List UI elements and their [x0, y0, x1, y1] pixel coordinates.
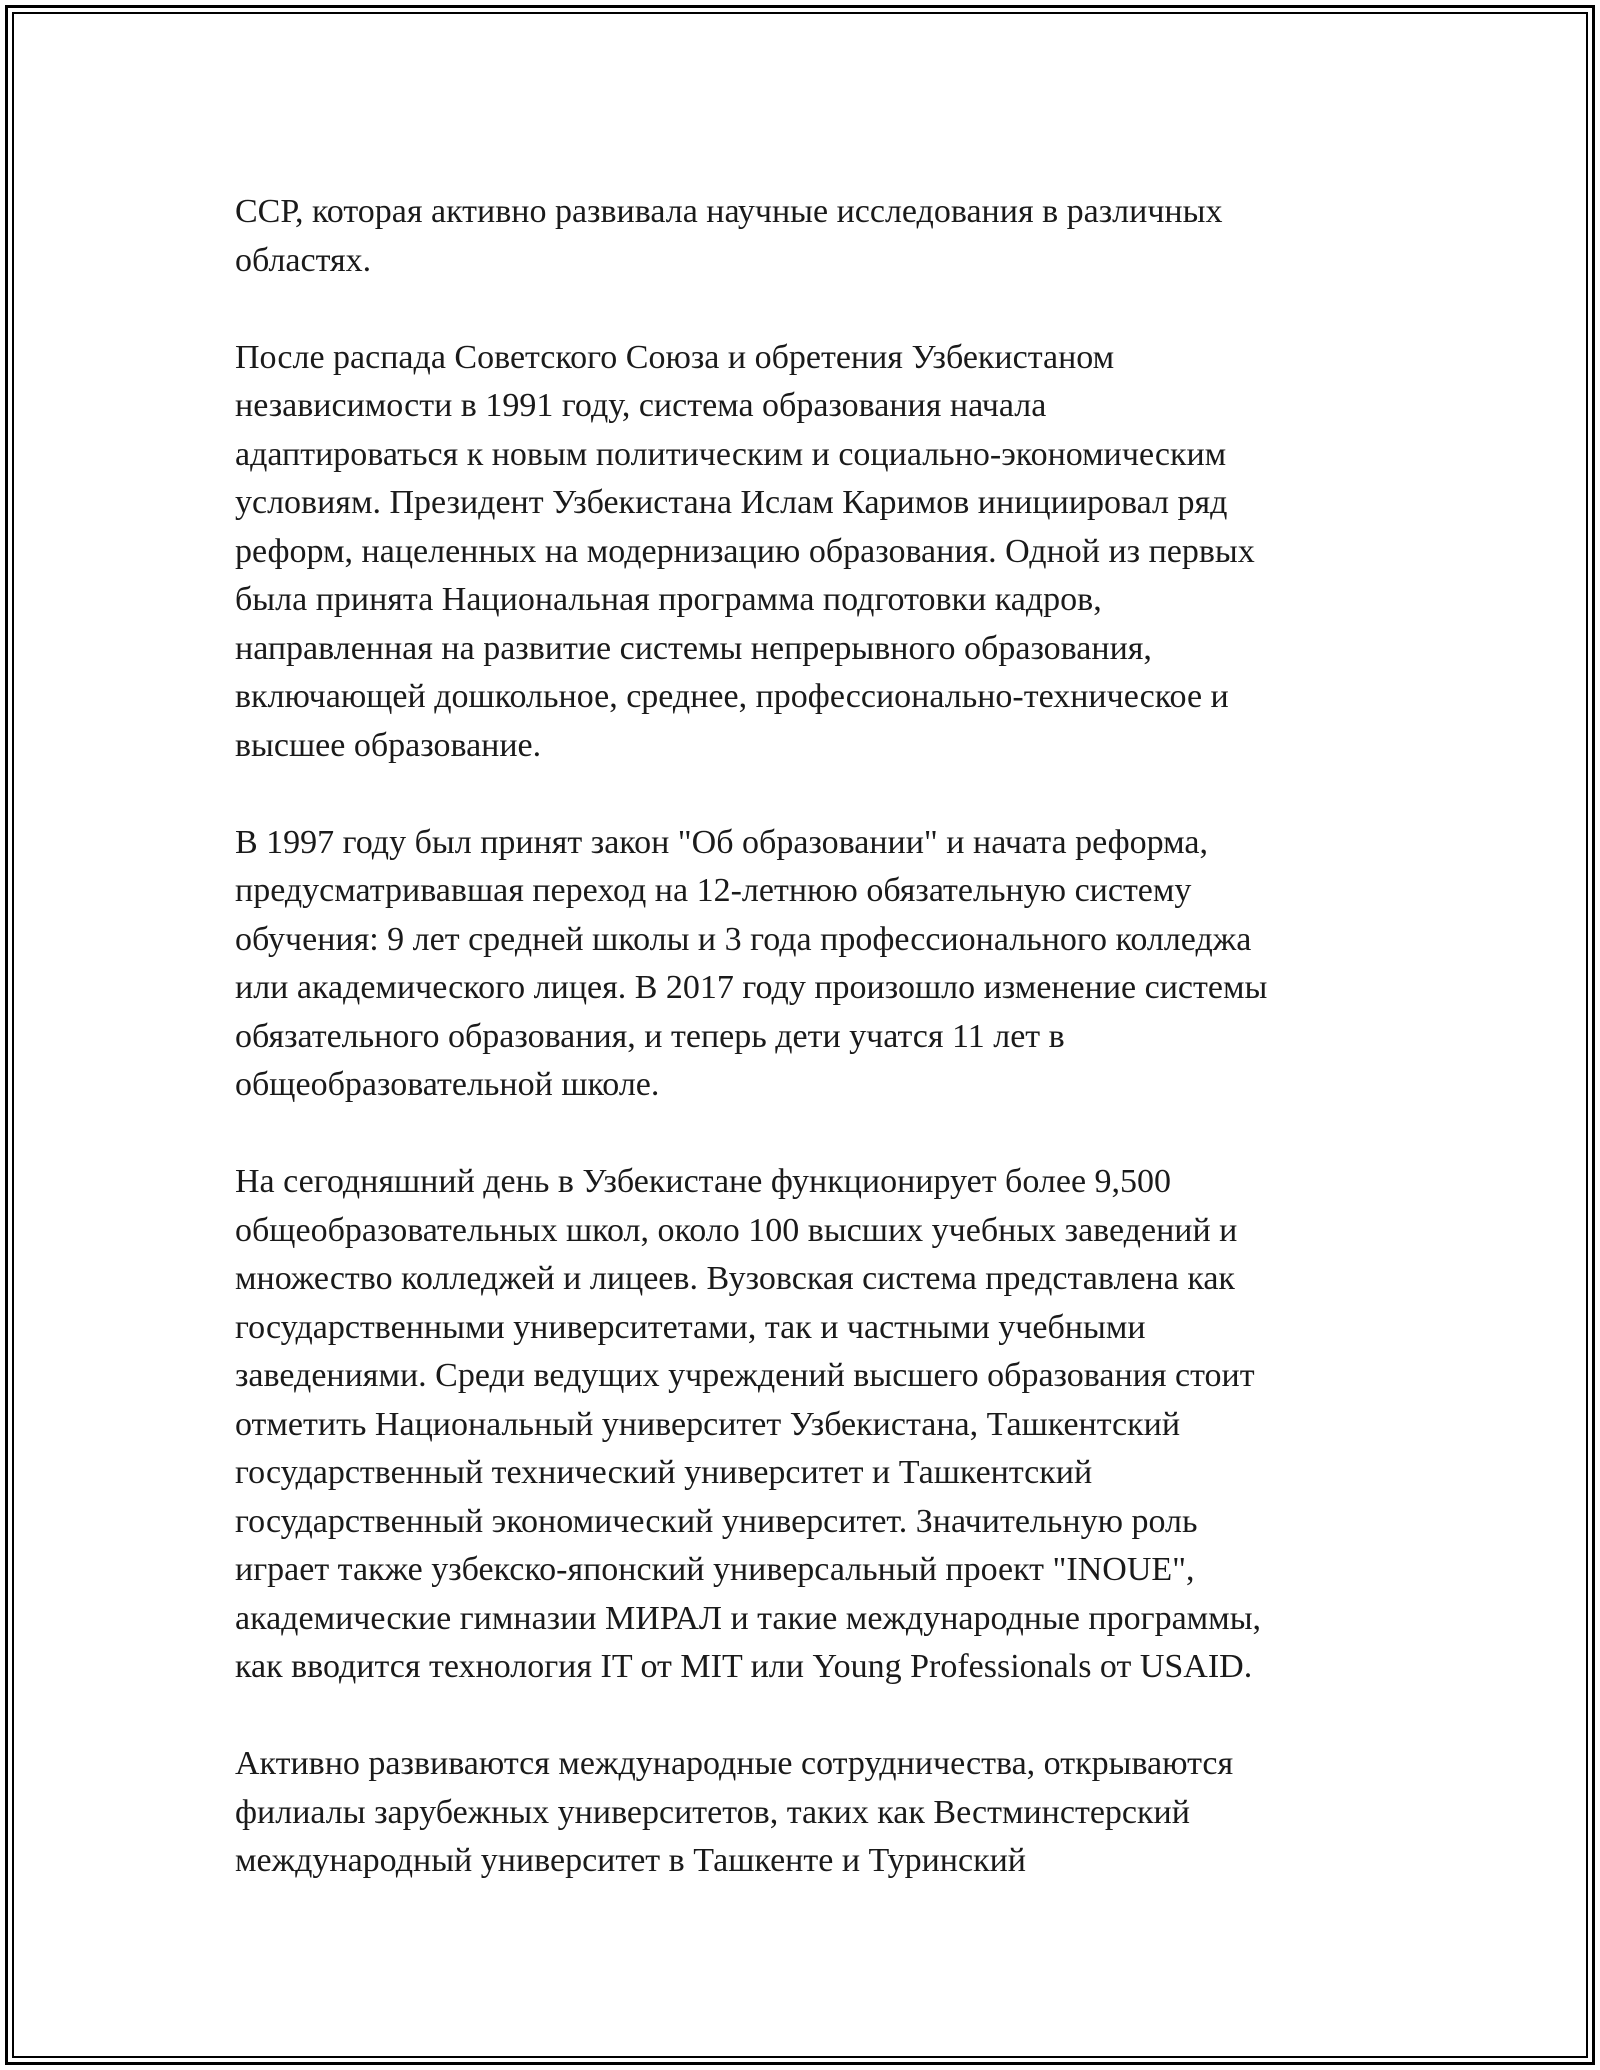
text-line: адаптироваться к новым политическим и социально-экономическим	[235, 435, 1227, 473]
text-line: была принята Национальная программа подготовки кадров,	[235, 581, 1102, 618]
text-line: играет также узбекско-японский универсальный проект "INOUE",	[235, 1551, 1195, 1588]
text-line: направленная на развитие системы непрерывного образования,	[235, 629, 1152, 667]
text-line: заведениями. Среди ведущих учреждений высшего образования стоит	[235, 1357, 1255, 1394]
paragraph	[235, 188, 1375, 285]
text-line: В 1997 году был принят закон "Об образовании" и начата реформа,	[235, 823, 1209, 861]
document-body	[235, 188, 1375, 1934]
text-line: На сегодняшний день в Узбекистане функционирует более 9,500	[235, 1163, 1172, 1200]
text-line: общеобразовательной школе.	[235, 1066, 660, 1103]
text-line: международный университет в Ташкенте и Туринский	[235, 1842, 1026, 1879]
text-line: или академического лицея. В 2017 году произошло изменение системы	[235, 969, 1268, 1006]
paragraph	[235, 819, 1375, 1110]
text-line: предусматривавшая переход на 12-летнюю обязательную систему	[235, 872, 1192, 909]
text-line: как вводится технология IT от MIT или Young Professionals от USAID.	[235, 1648, 1253, 1685]
text-line: независимости в 1991 году, система образования начала	[235, 387, 1047, 424]
text-line: реформ, нацеленных на модернизацию образования. Одной из первых	[235, 532, 1255, 570]
text-line: включающей дошкольное, среднее, профессионально-техническое и	[235, 678, 1229, 715]
text-line: ССР, которая активно развивала научные исследования в различных	[235, 193, 1223, 230]
paragraph	[235, 1158, 1375, 1692]
text-line: областях.	[235, 241, 372, 279]
paragraph	[235, 334, 1375, 771]
text-line: филиалы зарубежных университетов, таких как Вестминстерский	[235, 1793, 1190, 1831]
text-line: академические гимназии МИРАЛ и такие международные программы,	[235, 1599, 1262, 1637]
text-line: общеобразовательных школ, около 100 высших учебных заведений и	[235, 1211, 1238, 1249]
text-line: государственный технический университет и Ташкентский	[235, 1454, 1093, 1491]
text-line: обязательного образования, и теперь дети учатся 11 лет в	[235, 1017, 1065, 1055]
text-line: государственный экономический университет. Значительную роль	[235, 1502, 1198, 1540]
text-line: условиям. Президент Узбекистана Ислам Каримов инициировал ряд	[235, 484, 1228, 521]
text-line: Активно развиваются международные сотрудничества, открываются	[235, 1745, 1234, 1782]
text-line: высшее образование.	[235, 726, 542, 764]
text-line: множество колледжей и лицеев. Вузовская система представлена как	[235, 1260, 1235, 1297]
paragraph	[235, 1740, 1375, 1886]
text-line: После распада Советского Союза и обретения Узбекистаном	[235, 338, 1115, 376]
text-line: государственными университетами, так и частными учебными	[235, 1308, 1146, 1346]
text-line: отметить Национальный университет Узбекистана, Ташкентский	[235, 1405, 1181, 1443]
text-line: обучения: 9 лет средней школы и 3 года профессионального колледжа	[235, 920, 1252, 958]
